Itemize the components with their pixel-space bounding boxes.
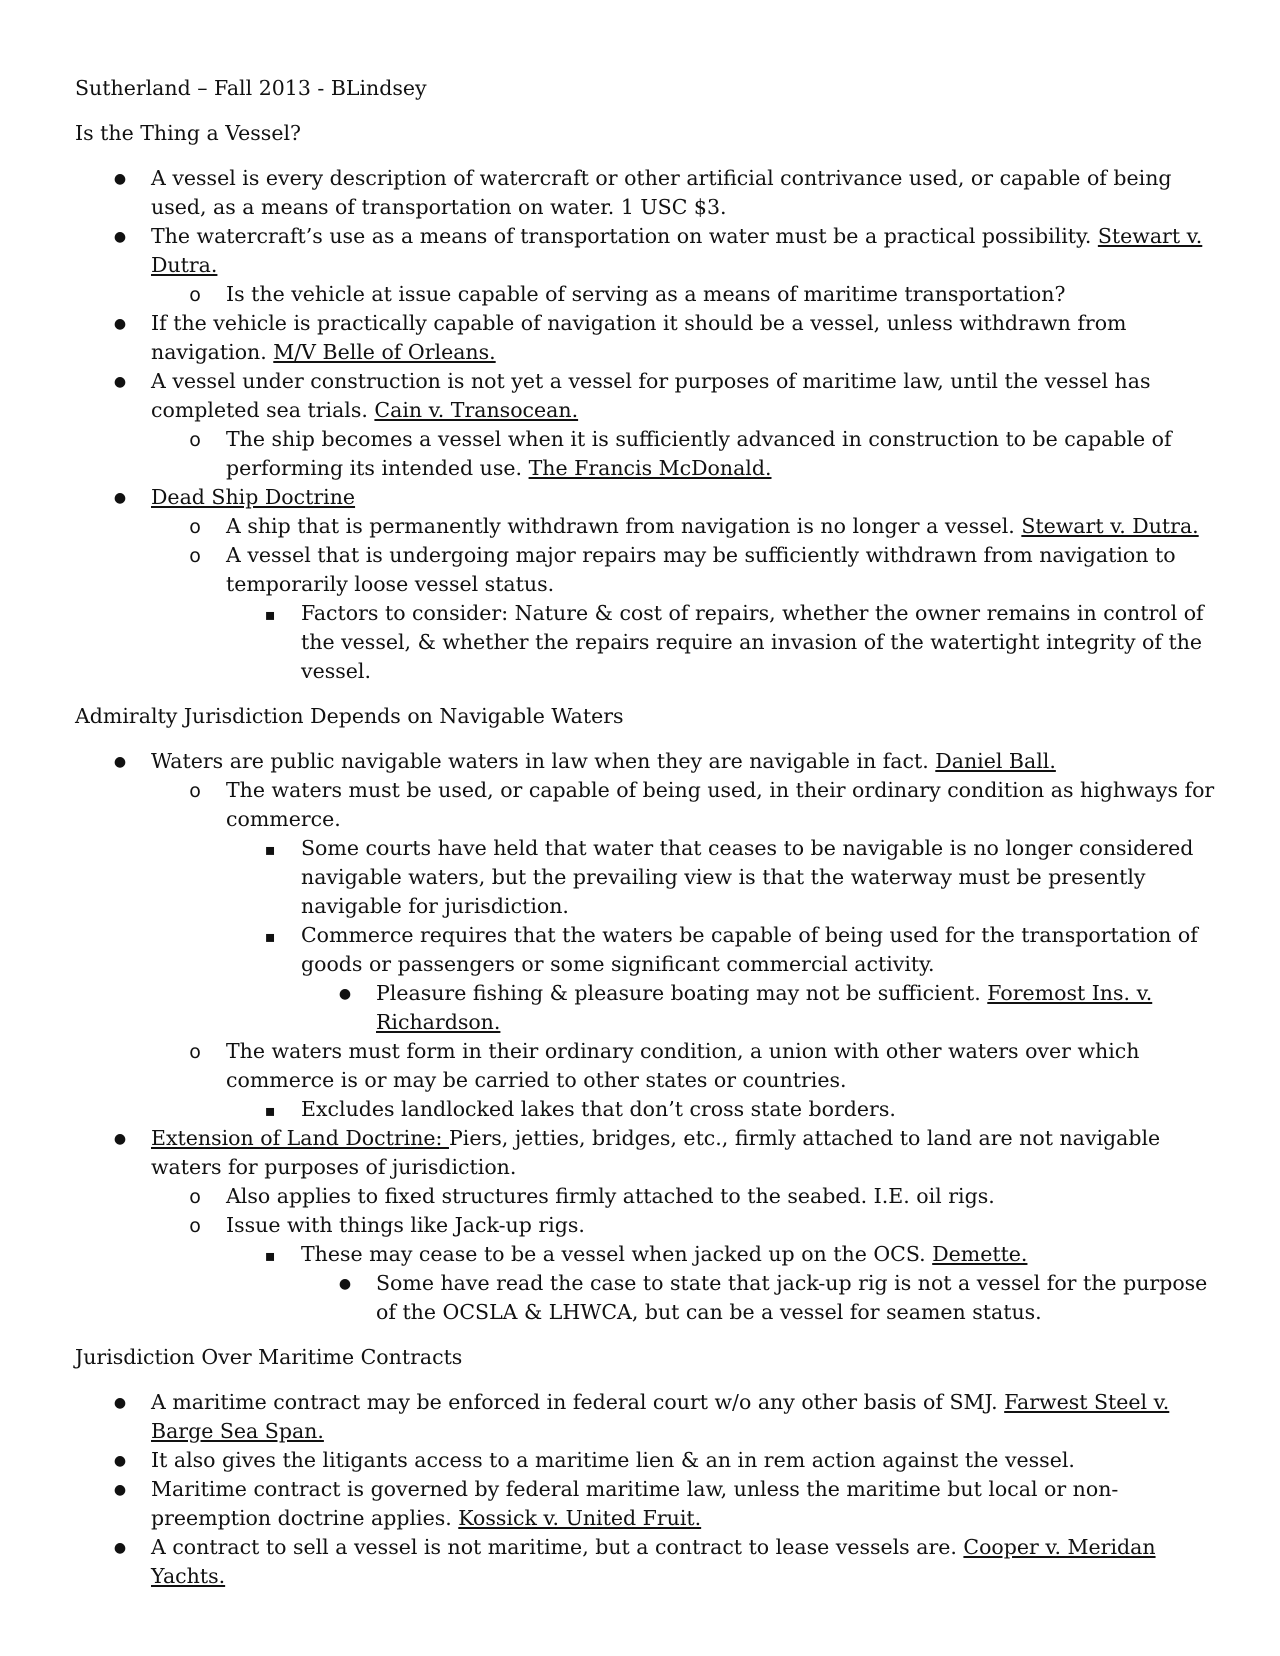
square-bullet-icon bbox=[258, 599, 282, 629]
item-text: Piers, jetties, bridges, etc., firmly attached to land are not navigable waters for purposes of jurisdiction. bbox=[151, 1126, 1161, 1179]
item-text: Some courts have held that water that ceases to be navigable is no longer considered navigable waters, but the prevailing view is that the waterway must be presently navigable for jurisdiction. bbox=[301, 836, 1194, 918]
bullet-icon bbox=[108, 164, 132, 194]
item-text: Some have read the case to state that jack-up rig is not a vessel for the purpose of the OCSLA & LHWCA, but can be a vessel for seamen status. bbox=[376, 1271, 1208, 1324]
item-text: The waters must be used, or capable of being used, in their ordinary condition as highways for commerce. bbox=[226, 778, 1215, 831]
circle-bullet-icon bbox=[183, 280, 207, 310]
item-text: It also gives the litigants access to a maritime lien & an in rem action against the vessel. bbox=[151, 1448, 1075, 1472]
bullet-icon bbox=[108, 367, 132, 397]
list-item bbox=[75, 1095, 1215, 1124]
circle-bullet-icon bbox=[183, 776, 207, 806]
list-item bbox=[75, 367, 1215, 425]
bullet-icon bbox=[333, 1269, 357, 1299]
item-text: These may cease to be a vessel when jacked up on the OCS. bbox=[301, 1242, 933, 1266]
list-item bbox=[75, 1533, 1215, 1591]
document-title: Sutherland – Fall 2013 - BLindsey bbox=[75, 76, 427, 100]
list-item bbox=[75, 309, 1215, 367]
bullet-icon bbox=[108, 1388, 132, 1418]
case-citation: Stewart v. Dutra. bbox=[1021, 514, 1199, 538]
case-citation: The Francis McDonald. bbox=[528, 456, 772, 480]
item-text: Pleasure fishing & pleasure boating may not be sufficient. bbox=[376, 981, 988, 1005]
list-item bbox=[75, 1037, 1215, 1095]
document-body bbox=[75, 74, 1215, 1591]
bullet-list bbox=[75, 1388, 1215, 1591]
item-text: Also applies to fixed structures firmly attached to the seabed. I.E. oil rigs. bbox=[226, 1184, 995, 1208]
bullet-icon bbox=[108, 1446, 132, 1476]
list-item bbox=[75, 834, 1215, 921]
circle-bullet-icon bbox=[183, 425, 207, 455]
list-item bbox=[75, 599, 1215, 686]
section-heading: Admiralty Jurisdiction Depends on Navigable Waters bbox=[75, 704, 624, 728]
list-item bbox=[75, 1240, 1215, 1269]
circle-bullet-icon bbox=[183, 1037, 207, 1067]
doctrine-label: Extension of Land Doctrine: bbox=[151, 1126, 449, 1150]
case-citation: M/V Belle of Orleans. bbox=[273, 340, 496, 364]
bullet-icon bbox=[108, 1533, 132, 1563]
list-item bbox=[75, 1475, 1215, 1533]
list-item bbox=[75, 164, 1215, 222]
bullet-icon bbox=[108, 1124, 132, 1154]
square-bullet-icon bbox=[258, 1095, 282, 1125]
list-item bbox=[75, 1211, 1215, 1240]
square-bullet-icon bbox=[258, 1240, 282, 1270]
case-citation: Farwest Steel v. Barge Sea Span. bbox=[151, 1390, 1170, 1443]
bullet-icon bbox=[108, 222, 132, 252]
case-citation: Stewart v. Dutra. bbox=[151, 224, 1203, 277]
list-item bbox=[75, 541, 1215, 599]
item-text: Waters are public navigable waters in law when they are navigable in fact. bbox=[151, 749, 936, 773]
list-item bbox=[75, 222, 1215, 280]
case-citation: Foremost Ins. v. Richardson. bbox=[376, 981, 1153, 1034]
bullet-list bbox=[75, 747, 1215, 1327]
bullet-icon bbox=[108, 483, 132, 513]
bullet-icon bbox=[333, 979, 357, 1009]
item-text: If the vehicle is practically capable of navigation it should be a vessel, unless withdrawn from navigation. bbox=[151, 311, 1127, 364]
bullet-icon bbox=[108, 1475, 132, 1505]
item-text: The waters must form in their ordinary condition, a union with other waters over which commerce is or may be carried to other states or countries. bbox=[226, 1039, 1140, 1092]
item-text: A maritime contract may be enforced in federal court w/o any other basis of SMJ. bbox=[151, 1390, 1005, 1414]
list-item bbox=[75, 776, 1215, 834]
list-item bbox=[75, 512, 1215, 541]
circle-bullet-icon bbox=[183, 1211, 207, 1241]
case-citation: Cooper v. Meridan Yachts. bbox=[151, 1535, 1156, 1588]
sections-container bbox=[75, 119, 1215, 1591]
item-text: The ship becomes a vessel when it is sufficiently advanced in construction to be capable of performing its intended use. bbox=[226, 427, 1172, 480]
case-citation: Cain v. Transocean. bbox=[374, 398, 579, 422]
case-citation: Demette. bbox=[932, 1242, 1028, 1266]
item-text: Issue with things like Jack-up rigs. bbox=[226, 1213, 585, 1237]
section-heading: Is the Thing a Vessel? bbox=[75, 121, 302, 145]
item-text: Factors to consider: Nature & cost of repairs, whether the owner remains in control of the vessel, & whether the repairs require an invasion of the watertight integrity of the vessel. bbox=[301, 601, 1204, 683]
item-text: A ship that is permanently withdrawn from navigation is no longer a vessel. bbox=[226, 514, 1022, 538]
doctrine-label: Dead Ship Doctrine bbox=[151, 485, 356, 509]
case-citation: Kossick v. United Fruit. bbox=[458, 1506, 702, 1530]
bullet-icon bbox=[108, 309, 132, 339]
bullet-icon bbox=[108, 747, 132, 777]
circle-bullet-icon bbox=[183, 512, 207, 542]
list-item bbox=[75, 1269, 1215, 1327]
item-text: Maritime contract is governed by federal maritime law, unless the maritime but local or non-preemption doctrine applies. bbox=[151, 1477, 1119, 1530]
circle-bullet-icon bbox=[183, 1182, 207, 1212]
list-item bbox=[75, 747, 1215, 776]
list-item bbox=[75, 1124, 1215, 1182]
list-item bbox=[75, 1388, 1215, 1446]
square-bullet-icon bbox=[258, 834, 282, 864]
item-text: Excludes landlocked lakes that don’t cross state borders. bbox=[301, 1097, 896, 1121]
item-text: The watercraft’s use as a means of transportation on water must be a practical possibility. bbox=[151, 224, 1098, 248]
list-item bbox=[75, 483, 1215, 512]
list-item bbox=[75, 1446, 1215, 1475]
case-citation: Daniel Ball. bbox=[935, 749, 1056, 773]
list-item bbox=[75, 979, 1215, 1037]
item-text: A vessel is every description of watercraft or other artificial contrivance used, or capable of being used, as a means of transportation on water. 1 USC $3. bbox=[151, 166, 1172, 219]
item-text: Commerce requires that the waters be capable of being used for the transportation of goods or passengers or some significant commercial activity. bbox=[301, 923, 1198, 976]
list-item bbox=[75, 1182, 1215, 1211]
square-bullet-icon bbox=[258, 921, 282, 951]
list-item bbox=[75, 921, 1215, 979]
item-text: A vessel that is undergoing major repairs may be sufficiently withdrawn from navigation to temporarily loose vessel status. bbox=[226, 543, 1176, 596]
list-item bbox=[75, 280, 1215, 309]
item-text: Is the vehicle at issue capable of serving as a means of maritime transportation? bbox=[226, 282, 1066, 306]
circle-bullet-icon bbox=[183, 541, 207, 571]
item-text: A contract to sell a vessel is not maritime, but a contract to lease vessels are. bbox=[151, 1535, 964, 1559]
list-item bbox=[75, 425, 1215, 483]
bullet-list bbox=[75, 164, 1215, 686]
section-heading: Jurisdiction Over Maritime Contracts bbox=[75, 1345, 463, 1369]
item-text: A vessel under construction is not yet a vessel for purposes of maritime law, until the vessel has completed sea trials. bbox=[151, 369, 1151, 422]
